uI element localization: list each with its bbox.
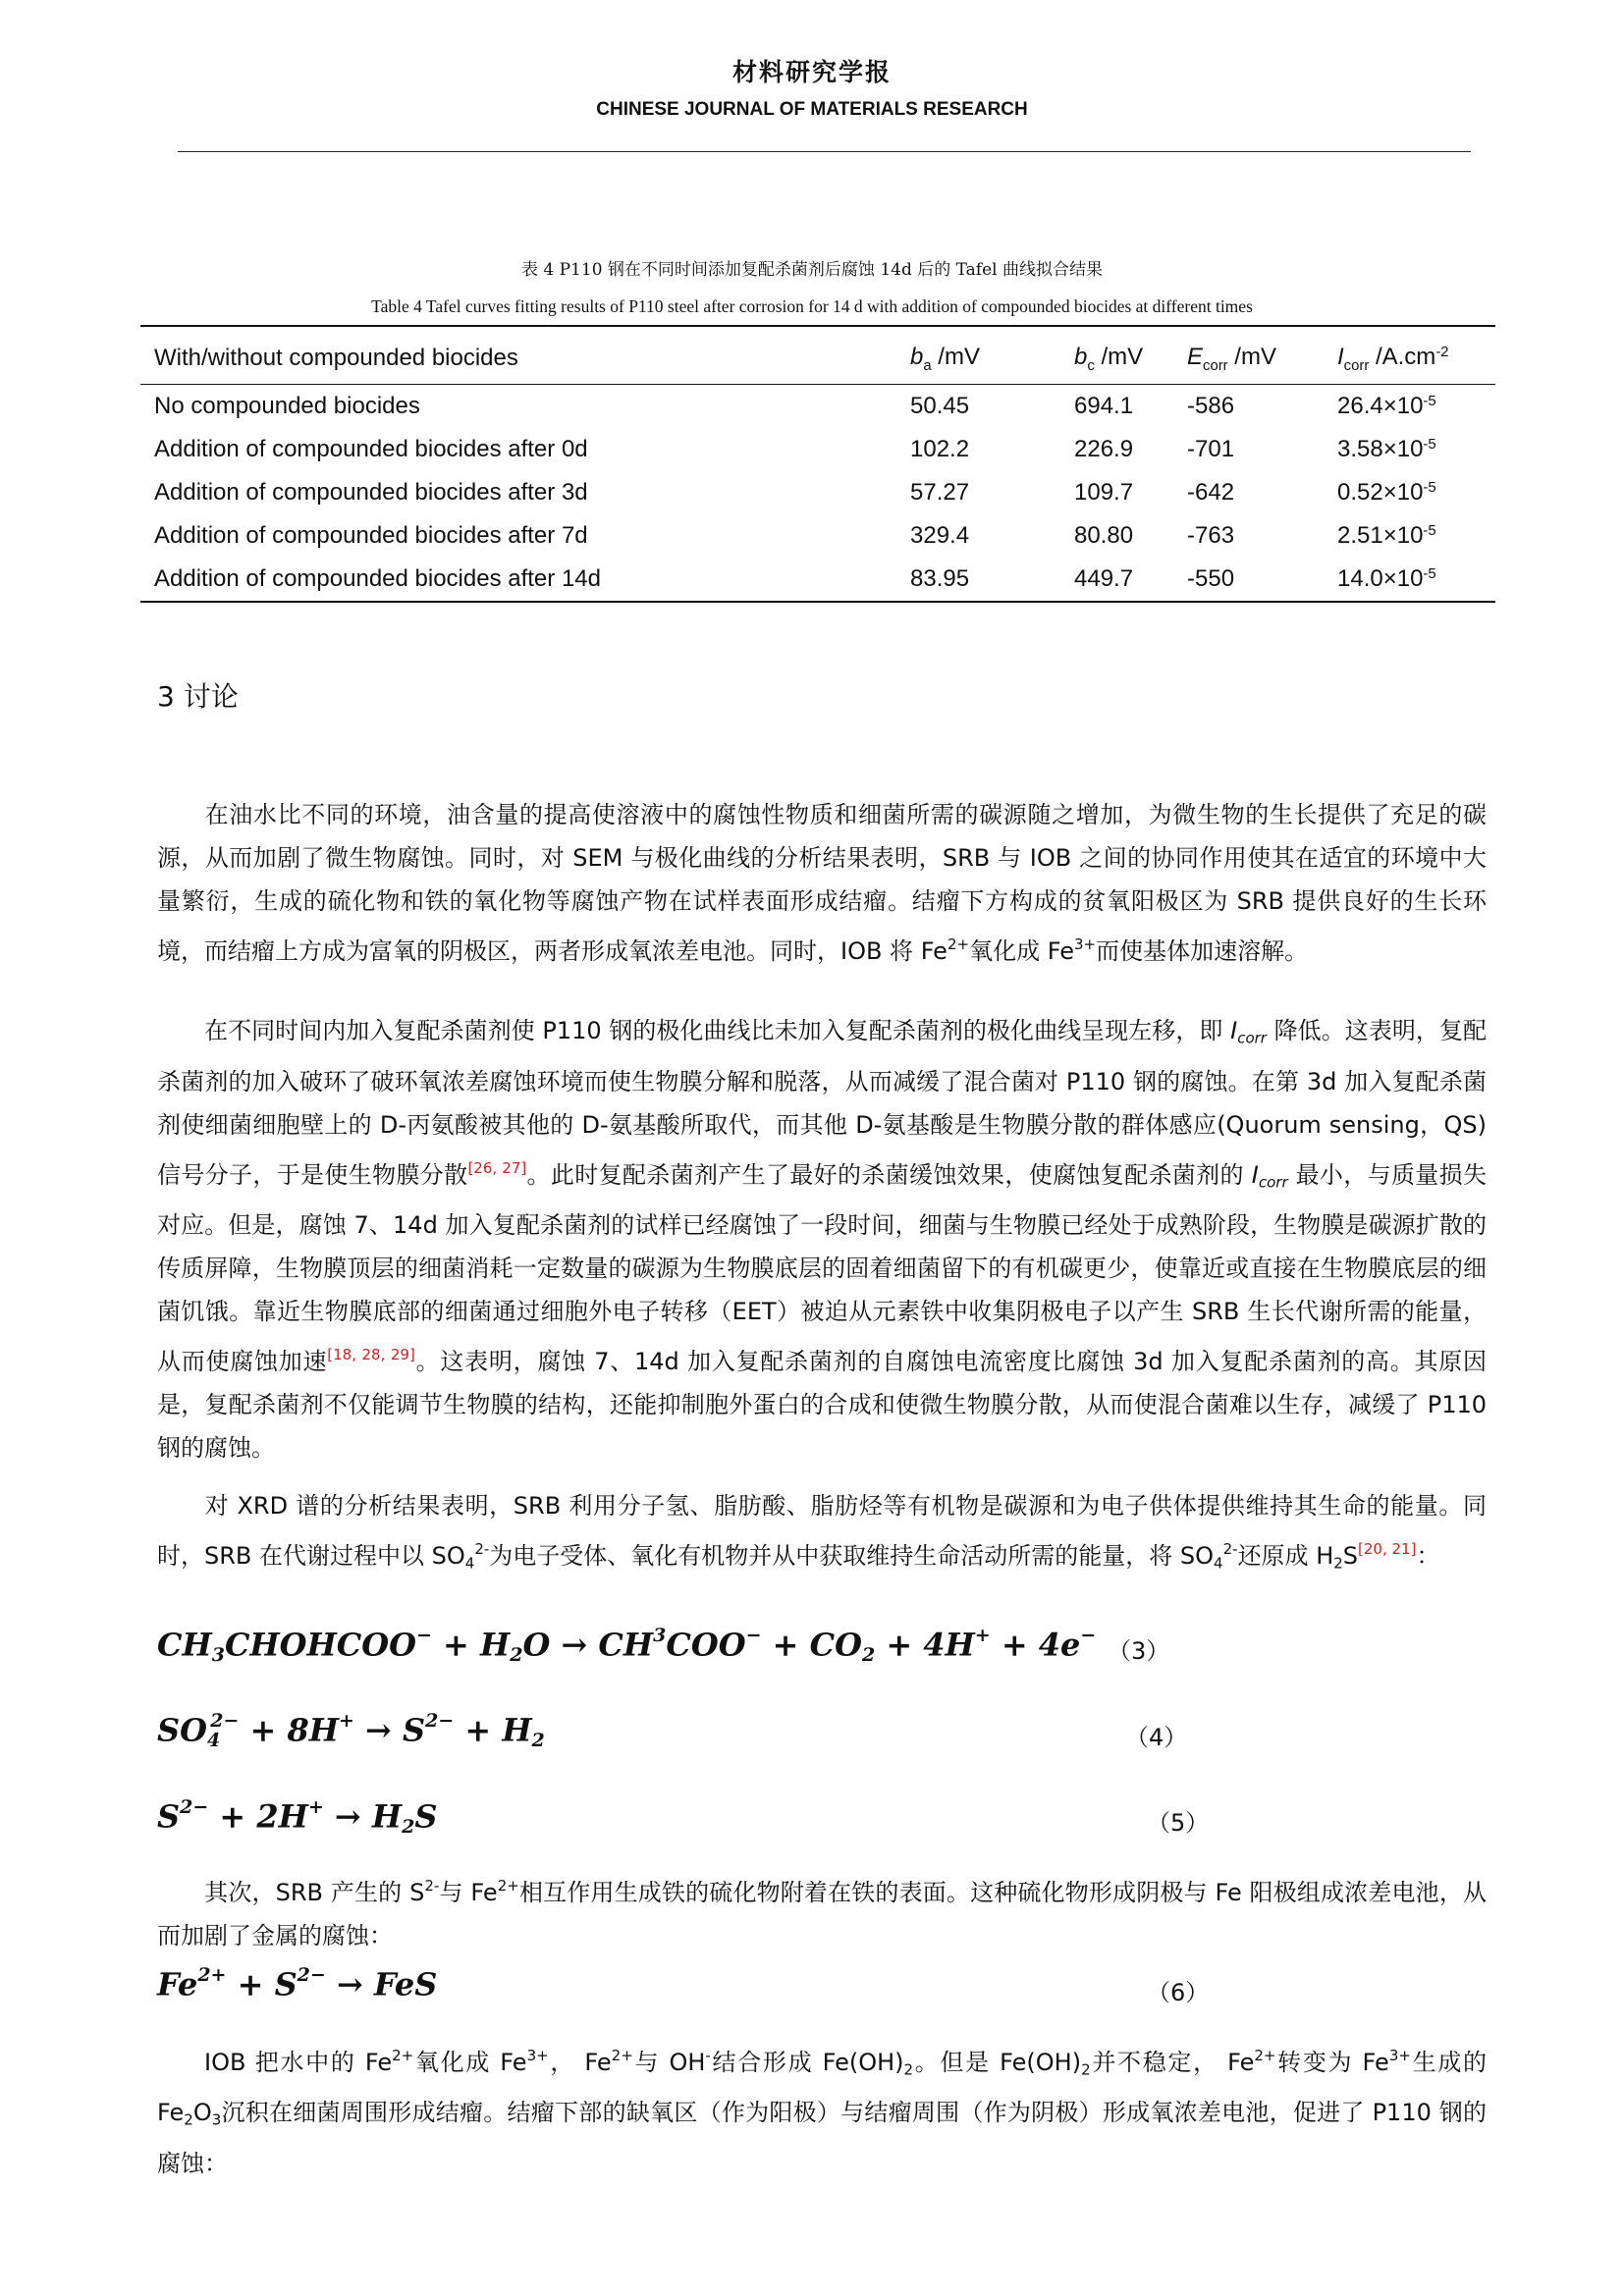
- journal-title-cn: 材料研究学报: [731, 58, 892, 86]
- section-heading: 3 讨论: [157, 680, 239, 713]
- column-header-icorr: $I_{corr}$ $/A.cm^{-2}$: [1337, 343, 1449, 374]
- column-header-ba: $b_a$ /mV: [910, 343, 980, 374]
- cell-ecorr: -763: [1187, 522, 1235, 549]
- cell-condition: Addition of compounded biocides after 14d: [154, 565, 601, 592]
- cell-ba: 83.95: [910, 565, 970, 592]
- table-header-row: [140, 326, 1495, 385]
- table-row: [140, 514, 1495, 558]
- equation-number-6: （6）: [1147, 1979, 1210, 2006]
- cell-bc: 694.1: [1074, 393, 1134, 419]
- equation-number-5: （5）: [1147, 1809, 1210, 1837]
- cell-icorr: $26.4\times 10^{-5}$: [1337, 393, 1436, 419]
- tafel-results-table: [140, 325, 1495, 603]
- paragraph-1: 在油水比不同的环境，油含量的提高使溶液中的腐蚀性物质和细菌所需的碳源随之增加，为微生物的生长提供了充足的碳源，从而加剧了微生物腐蚀。同时，对 SEM 与极化曲线的分析结果表明，SRB 与 IOB 之间的协同作用使其在适宜的环境中大量繁衍，生成的硫化物和铁的氧化物等腐蚀产物在试样表面形成结瘤。结瘤下方构成的贫氧阳极区为 SRB 提供良好的生长环境，而结瘤上方成为富氧的阴极区，两者形成氧浓差电池。同时，IOB 将 $Fe^{2+}$氧化成 $Fe^{3+}$而使基体加速溶解。: [157, 801, 1487, 965]
- cell-ecorr: -642: [1187, 479, 1235, 506]
- citation[interactable]: [20, 21]: [1358, 1540, 1417, 1558]
- cell-icorr: $3.58\times 10^{-5}$: [1337, 436, 1436, 462]
- cell-condition: No compounded biocides: [154, 393, 420, 419]
- cell-icorr: $2.51\times 10^{-5}$: [1337, 522, 1436, 549]
- cell-ba: 329.4: [910, 522, 970, 549]
- cell-bc: 449.7: [1074, 565, 1134, 592]
- paragraph-4: 其次，SRB 产生的 $S^{2-}$与 $Fe^{2+}$相互作用生成铁的硫化物附着在铁的表面。这种硫化物形成阴极与 Fe 阳极组成浓差电池，从而加剧了金属的腐蚀：: [157, 1877, 1487, 1949]
- cell-ecorr: -701: [1187, 436, 1235, 462]
- column-header-condition: With/without compounded biocides: [154, 345, 518, 371]
- cell-condition: Addition of compounded biocides after 7d: [154, 522, 588, 549]
- cell-bc: 109.7: [1074, 479, 1134, 506]
- equation-number-4: （4）: [1125, 1724, 1188, 1751]
- cell-ba: 57.27: [910, 479, 970, 506]
- cell-ba: 102.2: [910, 436, 970, 462]
- cell-ba: 50.45: [910, 393, 970, 419]
- table-row: [140, 428, 1495, 471]
- column-header-bc: $b_c$ /mV: [1074, 343, 1144, 374]
- table-caption-en: Table 4 Tafel curves fitting results of P110 steel after corrosion for 14 d with addition of compounded biocides at different times: [371, 296, 1253, 316]
- journal-title-en: CHINESE JOURNAL OF MATERIALS RESEARCH: [596, 99, 1028, 120]
- cell-bc: 80.80: [1074, 522, 1134, 549]
- column-header-ecorr: $E_{corr}$ /mV: [1187, 343, 1276, 374]
- table-row: [140, 471, 1495, 514]
- cell-ecorr: -550: [1187, 565, 1235, 592]
- table-row: [140, 385, 1495, 429]
- citation[interactable]: [18, 28, 29]: [327, 1345, 415, 1363]
- paragraph-2: 在不同时间内加入复配杀菌剂使 P110 钢的极化曲线比未加入复配杀菌剂的极化曲线呈现左移，即 $I_{corr}$ 降低。这表明，复配杀菌剂的加入破环了破环氧浓差腐蚀环境而使生物膜分解和脱落，从而减缓了混合菌对 P110 钢的腐蚀。在第 3d 加入复配杀菌剂使细菌细胞壁上的 D-丙氨酸被其他的 D-氨基酸所取代，而其他 D-氨基酸是生物膜分散的群体感应(Quorum sensing，QS)信号分子，于是使生物膜分散[26, 27]。此时复配杀菌剂产生了最好的杀菌缓蚀效果，使腐蚀复配杀菌剂的 $I_{corr}$ 最小，与质量损失对应。但是，腐蚀 7、14d 加入复配杀菌剂的试样已经腐蚀了一段时间，细菌与生物膜已经处于成熟阶段，生物膜是碳源扩散的传质屏障，生物膜顶层的细菌消耗一定数量的碳源为生物膜底层的固着细菌留下的有机碳更少，使靠近或直接在生物膜底层的细菌饥饿。靠近生物膜底部的细菌通过细胞外电子转移（EET）被迫从元素铁中收集阴极电子以产生 SRB 生长代谢所需的能量，从而使腐蚀加速[18, 28, 29]。这表明，腐蚀 7、14d 加入复配杀菌剂的自腐蚀电流密度比腐蚀 3d 加入复配杀菌剂的高。其原因是，复配杀菌剂不仅能调节生物膜的结构，还能抑制胞外蛋白的合成和使微生物膜分散，从而使混合菌难以生存，减缓了 P110 钢的腐蚀。: [157, 1017, 1488, 1462]
- equation-4: $SO_4^{2-} + 8H^+ \to S^{2-} + H_2$: [157, 1710, 545, 1751]
- paragraph-3: 对 XRD 谱的分析结果表明，SRB 利用分子氢、脂肪酸、脂肪烃等有机物是碳源和为电子供体提供维持其生命的能量。同时，SRB 在代谢过程中以 $SO_4^{2-}$为电子受体、氧化有机物并从中获取维持生命活动所需的能量，将 $SO_4^{2-}$还原成 $H_2S[20, 21]$：: [157, 1492, 1487, 1573]
- cell-condition: Addition of compounded biocides after 3d: [154, 479, 588, 506]
- table-row: [140, 558, 1495, 602]
- equation-6: $Fe^{2+} + S^{2-}$ → FeS: [157, 1964, 438, 2003]
- equation-3: $CH_3CHOHCOO^- + H_2O \to CH^3COO^- + CO_2 + 4H^+ + 4e^-$: [157, 1625, 1097, 1666]
- cell-ecorr: -586: [1187, 393, 1235, 419]
- cell-icorr: $0.52\times 10^{-5}$: [1337, 479, 1436, 506]
- equation-number-3: （3）: [1108, 1637, 1170, 1665]
- header-divider: [178, 151, 1471, 152]
- cell-condition: Addition of compounded biocides after 0d: [154, 436, 588, 462]
- cell-icorr: $14.0\times 10^{-5}$: [1337, 565, 1436, 592]
- citation[interactable]: [26, 27]: [467, 1158, 527, 1177]
- table-caption-cn: 表 4 P110 钢在不同时间添加复配杀菌剂后腐蚀 14d 后的 Tafel 曲线拟合结果: [521, 260, 1103, 280]
- cell-bc: 226.9: [1074, 436, 1134, 462]
- paragraph-5: IOB 把水中的 $Fe^{2+}$氧化成 $Fe^{3+}$， $Fe^{2+}$与 OH-结合形成 $Fe(OH)_2$。但是 $Fe(OH)_2$并不稳定， $Fe^{2+}$转变为 $Fe^{3+}$生成的 $Fe_2O_3$沉积在细菌周围形成结瘤。结瘤下部的缺氧区（作为阳极）与结瘤周围（作为阴极）形成氧浓差电池，促进了 P110 钢的腐蚀：: [157, 2047, 1488, 2177]
- equation-5: $S^{2-} + 2H^+ \to H_2S$: [157, 1796, 438, 1838]
